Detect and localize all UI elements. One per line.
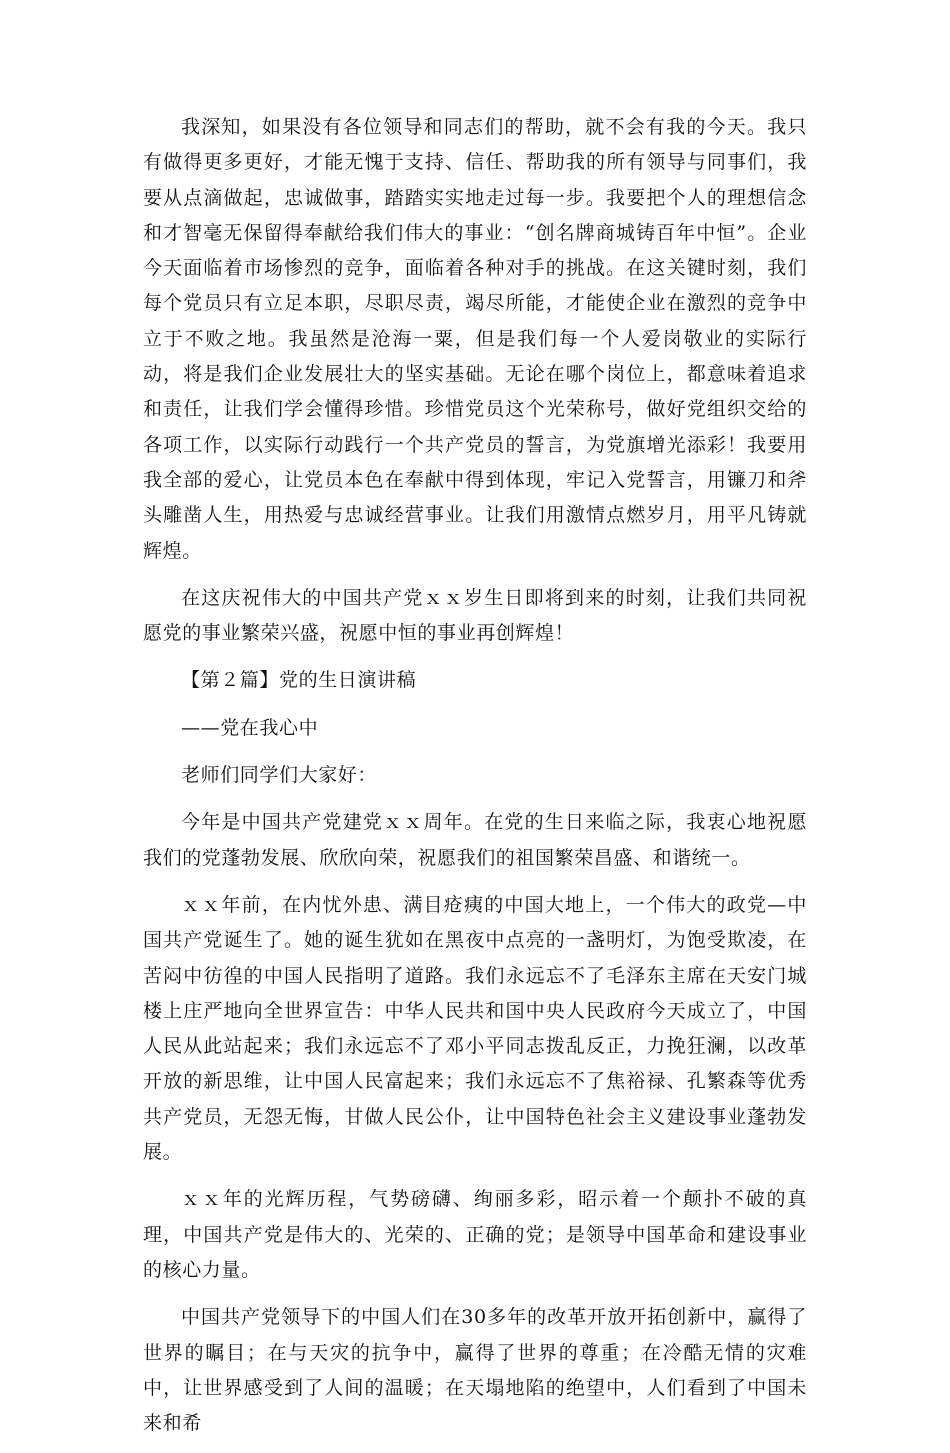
paragraph-truth: ｘｘ年的光辉历程，气势磅礴、绚丽多彩，昭示着一个颠扑不破的真理，中国共产党是伟大的、光荣的、正确的党；是领导中国革命和建设事业的核心力量。 (143, 1188, 807, 1281)
paragraph-reform: 中国共产党领导下的中国人们在30多年的改革开放开拓创新中，赢得了世界的瞩目；在与天灾的抗争中，赢得了世界的尊重；在冷酷无情的灾难中，让世界感受到了人间的温暖；在天塌地陷的绝望中，人们看到了中国未来和希 (143, 1306, 807, 1435)
paragraph-dedication: 我深知，如果没有各位领导和同志们的帮助，就不会有我的今天。我只有做得更多更好，才能无愧于支持、信任、帮助我的所有领导与同事们，我要从点滴做起，忠诚做事，踏踏实实地走过每一步。我要把个人的理想信念和才智毫无保留得奉献给我们伟大的事业：“创名牌商城铸百年中恒”。企业今天面临着市场惨烈的竞争，面临着各种对手的挑战。在这关键时刻，我们每个党员只有立足本职，尽职尽责，竭尽所能，才能使企业在激烈的竞争中立于不败之地。我虽然是沧海一粟，但是我们每一个人爱岗敬业的实际行动，将是我们企业发展壮大的坚实基础。无论在哪个岗位上，都意味着追求和责任，让我们学会懂得珍惜。珍惜党员这个光荣称号，做好党组织交给的各项工作，以实际行动践行一个共产党员的誓言，为党旗增光添彩！我要用我全部的爱心，让党员本色在奉献中得到体现，牢记入党誓言，用镰刀和斧头雕凿人生，用热爱与忠诚经营事业。让我们用激情点燃岁月，用平凡铸就辉煌。 (143, 116, 807, 562)
paragraph-anniversary: 今年是中国共产党建党ｘｘ周年。在党的生日来临之际，我衷心地祝愿我们的党蓬勃发展、欣欣向荣，祝愿我们的祖国繁荣昌盛、和谐统一。 (143, 811, 807, 869)
paragraph-greeting: 老师们同学们大家好： (181, 764, 378, 787)
paragraph-blessing: 在这庆祝伟大的中国共产党ｘｘ岁生日即将到来的时刻，让我们共同祝愿党的事业繁荣兴盛，祝愿中恒的事业再创辉煌！ (143, 586, 807, 645)
section-heading: 【第２篇】党的生日演讲稿 (181, 669, 417, 692)
paragraph-history: ｘｘ年前，在内忧外患、满目疮痍的中国大地上，一个伟大的政党—中国共产党诞生了。她的诞生犹如在黑夜中点亮的一盏明灯，为饱受欺凌，在苦闷中彷徨的中国人民指明了道路。我们永远忘不了毛泽东主席在天安门城楼上庄严地向全世界宣告：中华人民共和国中央人民政府今天成立了，中国人民从此站起来；我们永远忘不了邓小平同志拨乱反正，力挽狂澜，以改革开放的新思维，让中国人民富起来；我们永远忘不了焦裕禄、孔繁森等优秀共产党员，无怨无悔，甘做人民公仆，让中国特色社会主义建设事业蓬勃发展。 (143, 893, 807, 1164)
section-subtitle: ——党在我心中 (181, 716, 319, 739)
document-body (143, 110, 807, 1453)
